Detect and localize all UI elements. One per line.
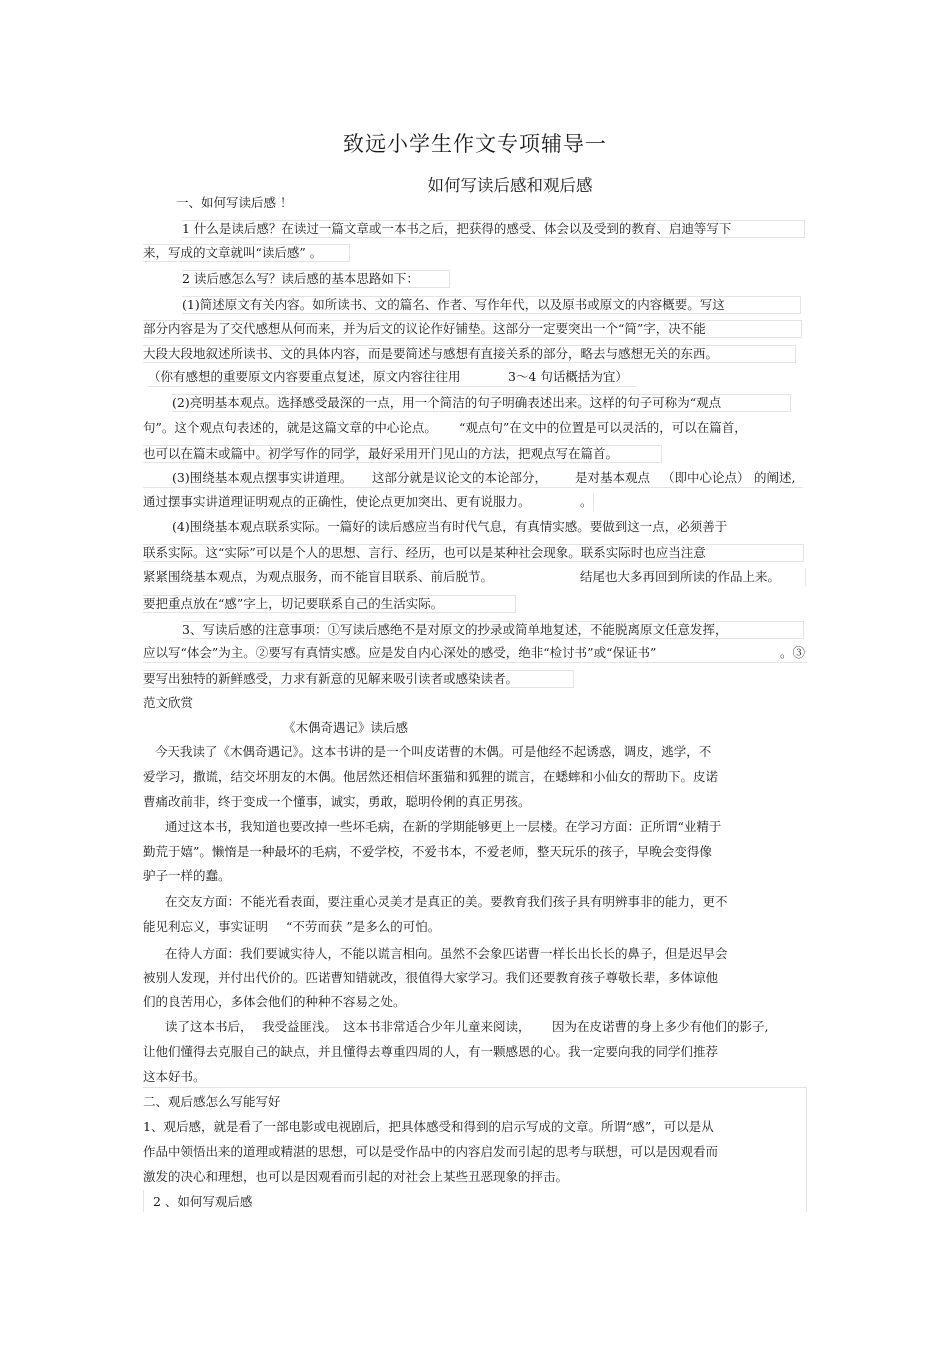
divider [143, 1087, 807, 1088]
sample-para5-line1-c: 这本书非常适合少年儿童来阅读， [343, 1019, 531, 1034]
step2-line2-b: “观点句”在文中的位置是可以灵活的，可以在篇首， [459, 420, 747, 435]
step4-line3-a: 紧紧围绕基本观点，为观点服务，而不能盲目联系、前后脱节。 [143, 569, 494, 584]
sample-para2-line2: 勤荒于嬉”。懒惰是一种最坏的毛病，不爱学校，不爱书本，不爱老师，整天玩乐的孩子，早晚会变得像 [143, 844, 712, 859]
sample-para5-line1-a: 读了这本书后， [165, 1019, 253, 1034]
step4-line1: (4)围绕基本观点联系实际。一篇好的读后感应当有时代气息，有真情实感。要做到这一点，必须善于 [172, 519, 728, 534]
sample-para3-line2-a: 能见利忘义，事实证明 [143, 919, 269, 934]
sample-para5-line1-b: 我受益匪浅。 [262, 1019, 338, 1034]
step3-line1-c: 是对基本观点 [575, 470, 651, 485]
step4-line2: 联系实际。这“实际”可以是个人的思想、言行、经历，也可以是某种社会现象。联系实际时也应当注意 [143, 544, 804, 562]
step2-line3: 也可以在篇末或篇中。初学写作的同学，最好采用开门见山的方法，把观点写在篇首。 [143, 445, 662, 463]
divider [143, 662, 807, 663]
section1-p3-line1: 3、写读后感的注意事项：①写读后感绝不是对原文的抄录或简单地复述，不能脱离原文任意发挥， [182, 621, 804, 639]
sample-para4-line3: 们的良苦用心，多体会他们的种种不容易之处。 [143, 994, 406, 1009]
step3-line2-end: 。 [580, 494, 593, 509]
sample-title: 《木偶奇遇记》读后感 [283, 720, 409, 735]
step1-line4-a: （你有感想的重要原文内容要重点复述，原文内容往往用 [148, 369, 461, 384]
section2-heading: 二、观后感怎么写能写好 [143, 1094, 281, 1109]
section2-p1-line2: 作品中领悟出来的道理或精湛的思想，可以是受作品中的内容启发而引起的思考与联想，可以是因观看而 [143, 1144, 719, 1159]
section1-p3-line3: 要写出独特的新鲜感受，力求有新意的见解来吸引读者或感染读者。 [143, 670, 574, 688]
step4-line3-b: 结尾也大多再回到所读的作品上来。 [580, 569, 781, 584]
divider [805, 568, 806, 586]
step3-line1-a: (3)围绕基本观点摆事实讲道理。 [172, 470, 353, 485]
document-title: 致远小学生作文专项辅导一 [343, 132, 607, 156]
section2-p2: 2 、如何写观后感 [153, 1194, 253, 1209]
divider [806, 1087, 807, 1212]
sample-label: 范文欣赏 [143, 695, 194, 710]
sample-para4-line2: 被别人发现，并付出代价的。匹诺曹知错就改，很值得大家学习。我们还要教育孩子尊敬长辈，多体谅他 [143, 970, 719, 985]
step1-line4-b: 3～4 句话概括为宜） [508, 369, 628, 384]
step3-line2: 通过摆事实讲道理证明观点的正确性，使论点更加突出、更有说服力。 [143, 494, 531, 509]
section1-p1-line1: 1 什么是读后感？在读过一篇文章或一本书之后，把获得的感受、体会以及受到的教育、启迪等写下 [182, 220, 805, 238]
sample-para4-line1: 在待人方面：我们要诚实待人，不能以谎言相向。虽然不会象匹诺曹一样长出长长的鼻子，但是迟早会 [165, 946, 728, 961]
divider [143, 487, 803, 488]
section2-p1-line3: 激发的决心和理想，也可以是因观看而引起的对社会上某些丑恶现象的抨击。 [143, 1169, 569, 1184]
section1-p3-line2-a: 应以写“体会”为主。②要写有真情实感。应是发自内心深处的感受，绝非“检讨书”或“保证书” [143, 645, 657, 660]
section2-p1-line1: 1、观后感，就是看了一部电影或电视剧后，把具体感受和得到的启示写成的文章。所谓“感”，可以是从 [143, 1119, 714, 1134]
step2-line2-a: 句”。这个观点句表述的，就是这篇文章的中心论点。 [143, 420, 437, 435]
document-subtitle: 如何写读后感和观后感 [427, 176, 593, 195]
sample-para2-line1: 通过这本书，我知道也要改掉一些坏毛病，在新的学期能够更上一层楼。在学习方面：正所谓“业精于 [165, 819, 722, 834]
section1-p2: 2 读后感怎么写？读后感的基本思路如下： [182, 270, 450, 288]
step4-line4: 要把重点放在“感”字上，切记要联系自己的生活实际。 [143, 595, 516, 613]
sample-para2-line3: 驴子一样的蠢。 [143, 868, 231, 883]
step1-line1: (1)简述原文有关内容。如所读书、文的篇名、作者、写作年代，以及原书或原文的内容概要。写这 [182, 296, 801, 314]
step3-line1-d: （即中心论点） [662, 470, 750, 485]
step1-line2: 部分内容是为了交代感想从何而来，并为后文的议论作好铺垫。这部分一定要突出一个“简”字，决不能 [143, 320, 802, 338]
section1-p1-line2: 来，写成的文章就叫“读后感” 。 [143, 244, 350, 262]
divider [148, 386, 636, 387]
section1-p3-line2-b: 。③ [780, 645, 806, 660]
divider [593, 493, 594, 511]
divider [143, 1190, 144, 1212]
step1-line3: 大段大段地叙述所读书、文的具体内容，而是要简述与感想有直接关系的部分，略去与感想无关的东西。 [143, 345, 796, 363]
step2-line1: (2)亮明基本观点。选择感受最深的一点，用一个简洁的句子明确表述出来。这样的句子可称为“观点 [172, 394, 791, 412]
step3-line1-b: 这部分就是议论文的本论部分， [372, 470, 548, 485]
sample-para5-line3: 这本好书。 [143, 1069, 206, 1084]
sample-para3-line2-b: “不劳而获 ”是多么的可怕。 [286, 919, 441, 934]
sample-para5-line1-d: 因为在皮诺曹的身上多少有他们的影子, [552, 1019, 769, 1034]
sample-para1-line2: 爱学习，撒谎，结交坏朋友的木偶。他居然还相信坏蛋猫和狐狸的谎言，在蟋蟀和小仙女的帮助下。皮诺 [143, 769, 719, 784]
sample-para1-line3: 曹痛改前非，终于变成一个懂事，诚实，勇敢，聪明伶俐的真正男孩。 [143, 794, 531, 809]
sample-para1-line1: 今天我读了《木偶奇遇记》。这本书讲的是一个叫皮诺曹的木偶。可是他经不起诱惑，调皮，逃学，不 [155, 744, 712, 759]
sample-para3-line1: 在交友方面：不能光看表面，要注重心灵美才是真正的美。要教育我们孩子具有明辨事非的能力，更不 [165, 894, 728, 909]
sample-para5-line2: 让他们懂得去克服自己的缺点，并且懂得去尊重四周的人，有一颗感恩的心。我一定要向我的同学们推荐 [143, 1044, 719, 1059]
step3-line1-e: 的阐述, [754, 470, 796, 485]
section1-heading: 一、如何写读后感 ！ [176, 195, 293, 210]
